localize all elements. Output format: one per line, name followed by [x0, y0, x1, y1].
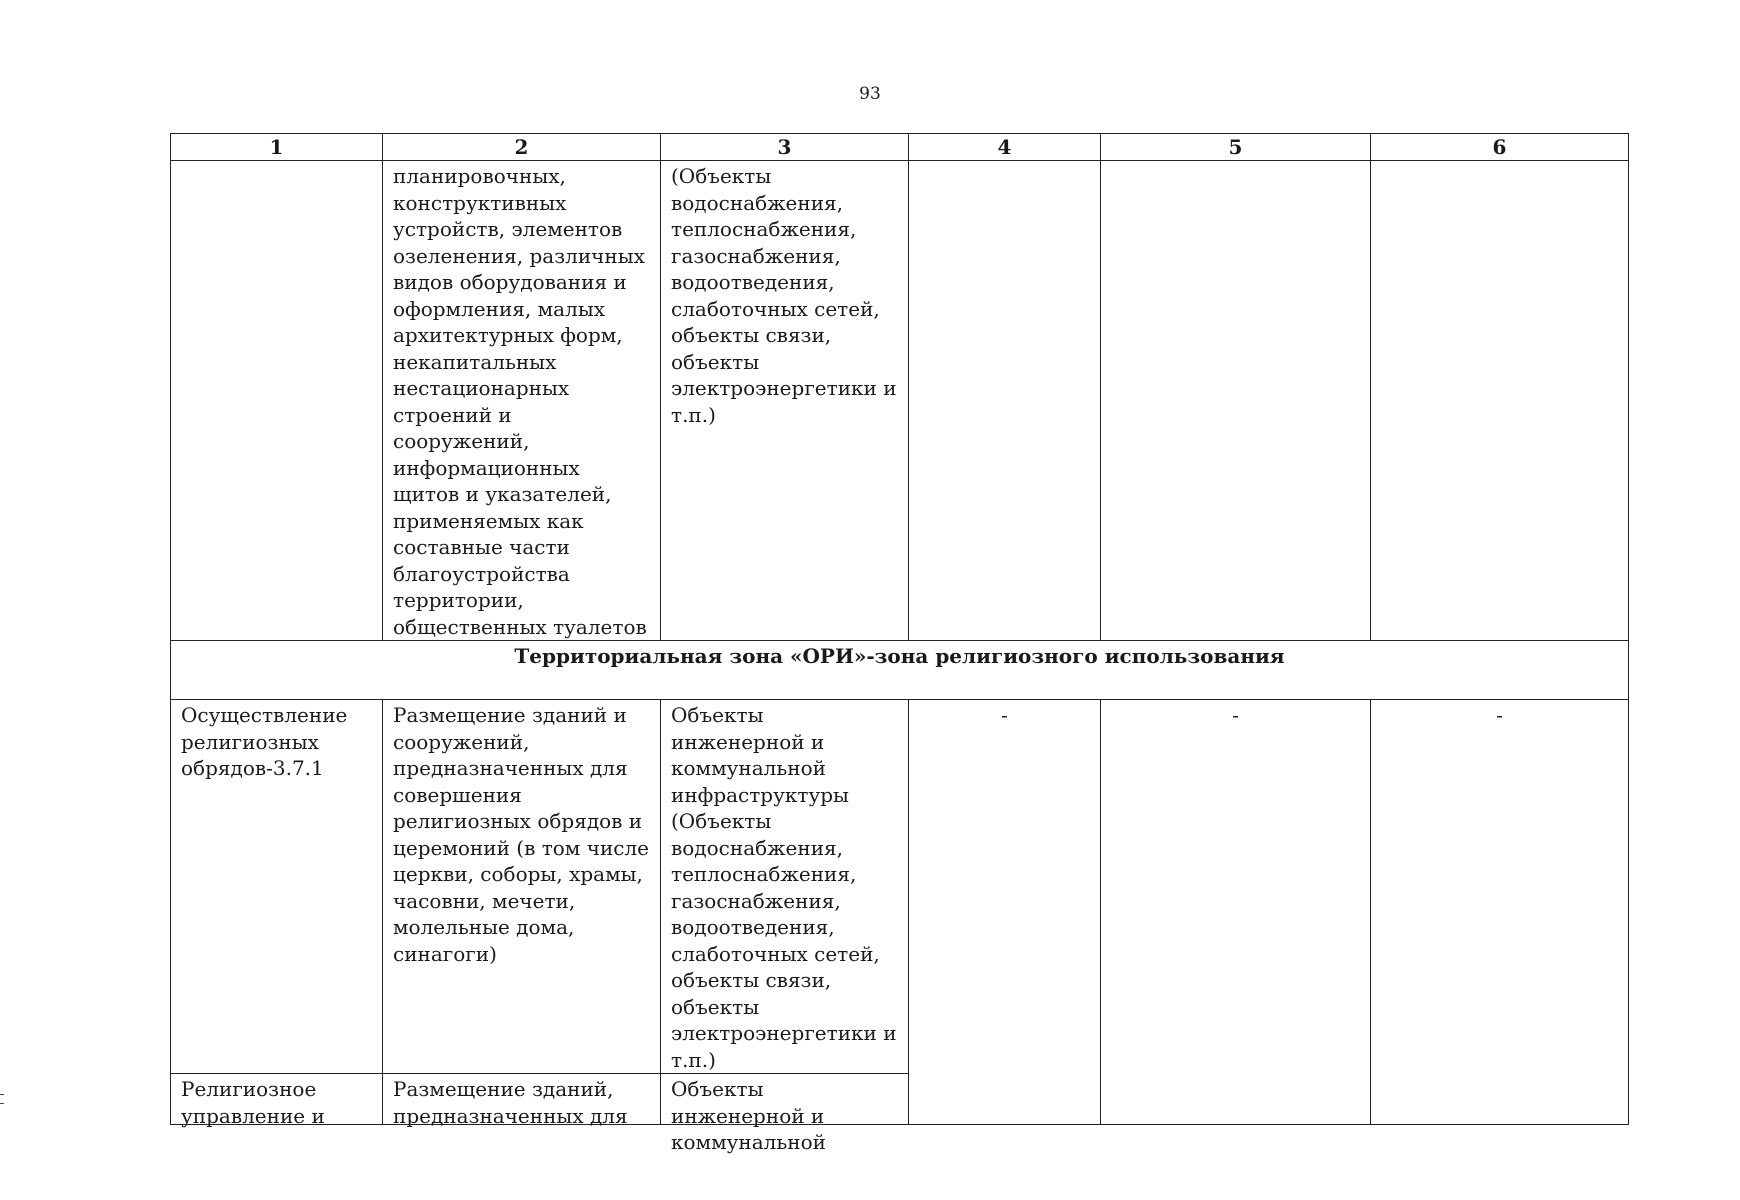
table-row — [171, 700, 1629, 1074]
cell-col-6: - — [1371, 700, 1629, 1125]
table-row — [171, 161, 1629, 641]
cell-description: планировочных, конструктивных устройств, элементов озеленения, различных видов оборудования и оформления, малых архитектурных форм, некапитальных нестационарных строений и сооружений, информационных щитов и указателей, применяемых как составные части благоустройства территории, общественных туалетов — [383, 161, 661, 641]
header-col-4: 4 — [909, 134, 1101, 161]
page-number: 93 — [859, 84, 881, 104]
cell-use-type — [171, 1074, 383, 1128]
cell-text: Объекты инженерной и коммунальной — [671, 1077, 826, 1154]
header-col-6: 6 — [1371, 134, 1629, 161]
cell-empty — [1101, 161, 1371, 641]
cell-empty — [1371, 161, 1629, 641]
cell-description — [383, 1074, 661, 1128]
cell-text: Религиозное управление и — [181, 1077, 325, 1128]
scan-edge-mark — [0, 1094, 4, 1104]
cell-text: Размещение зданий, предназначенных для — [393, 1077, 628, 1128]
cell-auxiliary-objects: Объекты инженерной и коммунальной инфраструктуры (Объекты водоснабжения, теплоснабжения, газоснабжения, водоотведения, слаботочных сетей, объекты связи, объекты электроэнергетики и т.п.) — [661, 700, 909, 1074]
header-col-2: 2 — [383, 134, 661, 161]
cell-empty — [909, 161, 1101, 641]
header-col-3: 3 — [661, 134, 909, 161]
zone-title-row — [171, 641, 1629, 700]
cell-auxiliary-objects — [661, 1074, 909, 1154]
header-col-1: 1 — [171, 134, 383, 161]
land-use-table — [170, 133, 1629, 1154]
cell-use-type: Осуществление религиозных обрядов-3.7.1 — [171, 700, 383, 1074]
header-col-5: 5 — [1101, 134, 1371, 161]
cell-col-5: - — [1101, 700, 1371, 1125]
cell-empty — [171, 161, 383, 641]
cell-auxiliary-objects: (Объекты водоснабжения, теплоснабжения, газоснабжения, водоотведения, слаботочных сетей, объекты связи, объекты электроэнергетики и т.п.) — [661, 161, 909, 641]
cell-description: Размещение зданий и сооружений, предназначенных для совершения религиозных обрядов и церемоний (в том числе церкви, соборы, храмы, часовни, мечети, молельные дома, синагоги) — [383, 700, 661, 1074]
cell-col-4: - — [909, 700, 1101, 1125]
header-row — [171, 134, 1629, 161]
zone-title: Территориальная зона «ОРИ»-зона религиозного использования — [171, 641, 1629, 700]
